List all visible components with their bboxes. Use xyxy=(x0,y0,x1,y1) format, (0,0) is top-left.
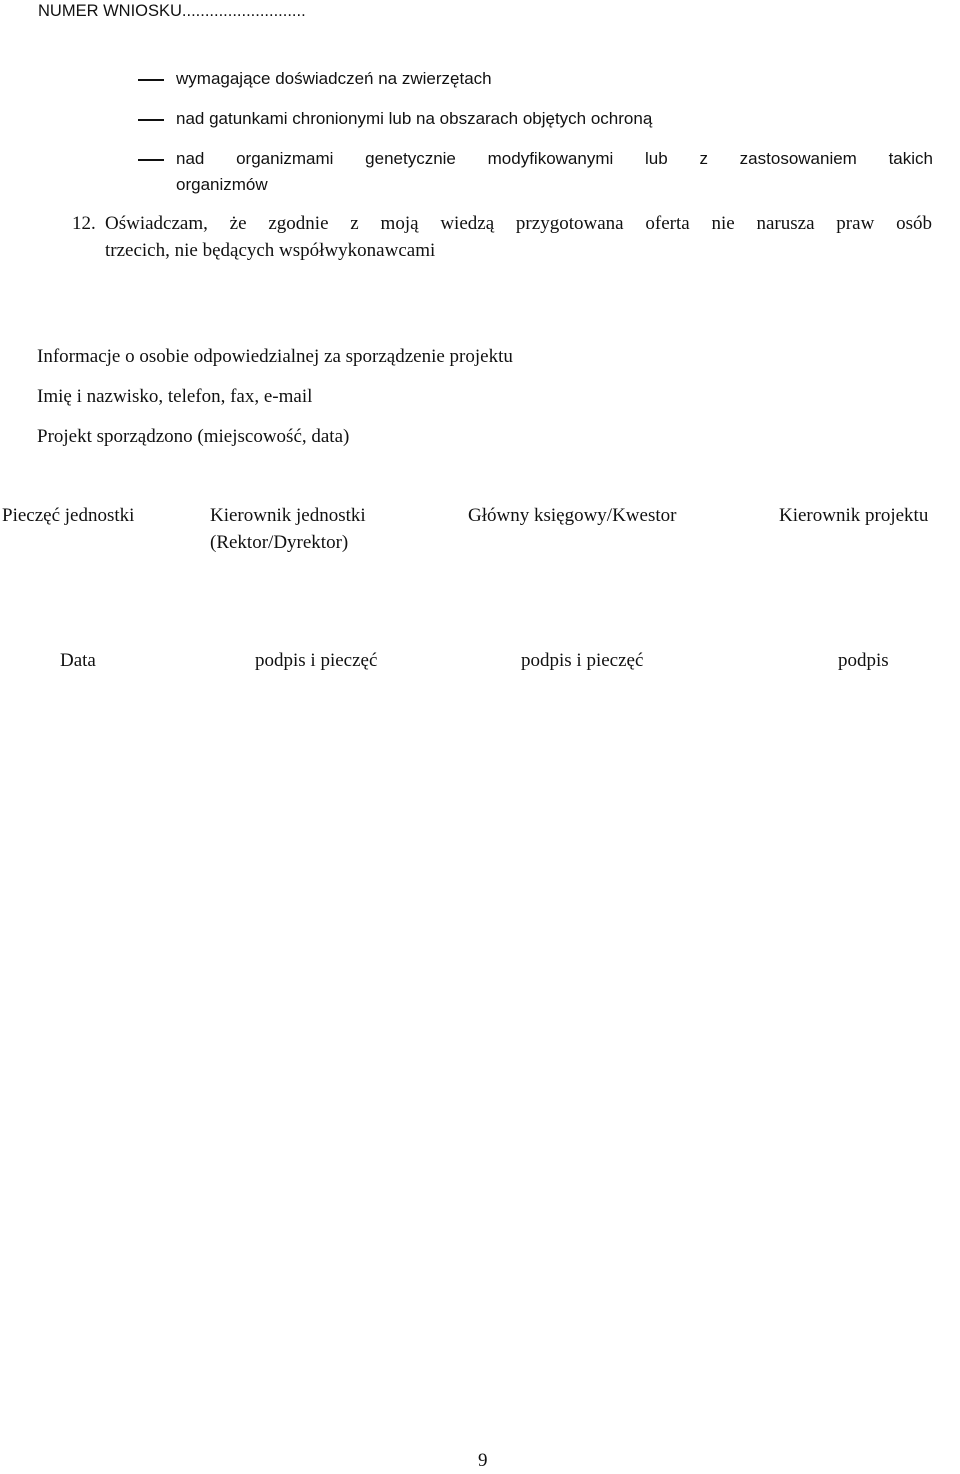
declaration-number: 12. xyxy=(72,213,96,234)
page-number: 9 xyxy=(478,1450,488,1471)
caption-date: Data xyxy=(60,650,96,671)
role-unit-head: Kierownik jednostki xyxy=(210,505,366,526)
caption-signature-stamp-head: podpis i pieczęć xyxy=(255,650,378,671)
contact-details-label: Imię i nazwisko, telefon, fax, e-mail xyxy=(37,386,313,407)
list-item-gmo-continued: organizmów xyxy=(176,175,268,194)
caption-signature-manager: podpis xyxy=(838,650,889,671)
dash-bullet xyxy=(138,159,164,161)
list-item-animal-experiments: wymagające doświadczeń na zwierzętach xyxy=(176,69,492,88)
role-unit-stamp: Pieczęć jednostki xyxy=(2,505,135,526)
role-project-manager: Kierownik projektu xyxy=(779,505,929,526)
declaration-text-line1: Oświadczam, że zgodnie z moją wiedzą przygotowana oferta nie narusza praw osób xyxy=(105,213,932,234)
responsible-person-heading: Informacje o osobie odpowiedzialnej za sporządzenie projektu xyxy=(37,346,513,367)
role-chief-accountant: Główny księgowy/Kwestor xyxy=(468,505,677,526)
dash-bullet xyxy=(138,119,164,121)
role-unit-head-title: (Rektor/Dyrektor) xyxy=(210,532,349,553)
application-number: NUMER WNIOSKU........................... xyxy=(38,2,306,20)
caption-signature-stamp-accountant: podpis i pieczęć xyxy=(521,650,644,671)
list-item-gmo: nad organizmami genetycznie modyfikowanymi lub z zastosowaniem takich xyxy=(176,149,933,168)
prepared-place-date-label: Projekt sporządzono (miejscowość, data) xyxy=(37,426,350,447)
list-item-protected-species: nad gatunkami chronionymi lub na obszarach objętych ochroną xyxy=(176,109,653,128)
declaration-text-line2: trzecich, nie będących współwykonawcami xyxy=(105,240,436,261)
dash-bullet xyxy=(138,79,164,81)
